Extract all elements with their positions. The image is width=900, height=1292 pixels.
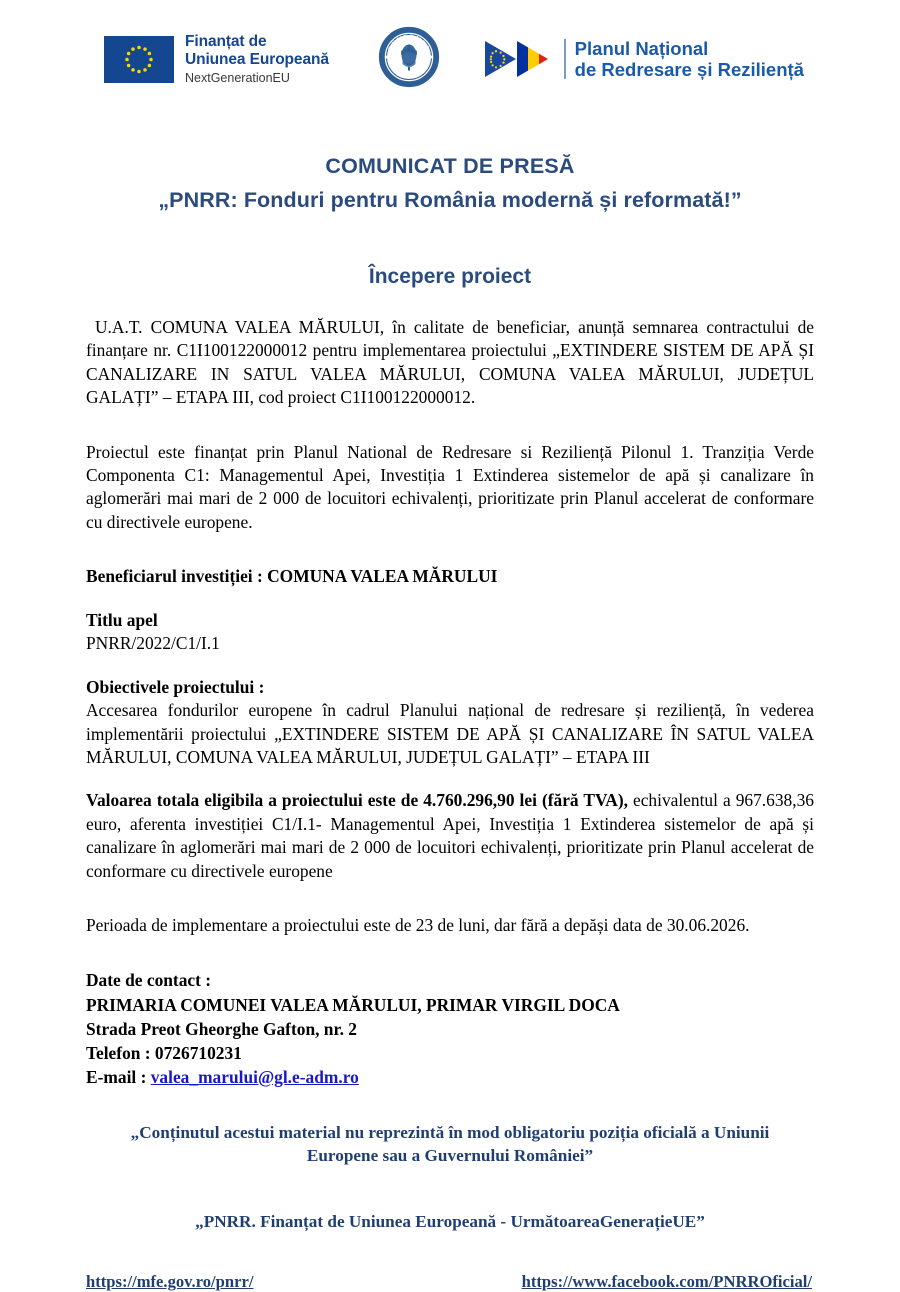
eu-logo-text xyxy=(185,33,329,85)
contact-email-label: E-mail : xyxy=(86,1067,151,1088)
pnrr-logo-text xyxy=(575,38,804,81)
svg-text:ROMÂNIEI: ROMÂNIEI xyxy=(389,61,429,78)
eu-logo-line1: Finanțat de xyxy=(185,33,267,51)
spacer xyxy=(86,769,814,789)
eu-funding-logo xyxy=(104,33,329,85)
eu-logo-line2: Uniunea Europeană xyxy=(185,50,329,68)
title-line-1: COMUNICAT DE PRESĂ xyxy=(325,154,575,178)
spacer xyxy=(86,550,814,565)
project-value-bold: Valoarea totala eligibila a proiectului este de 4.760.296,90 lei (fără TVA), xyxy=(86,790,628,811)
mfe-link[interactable]: https://mfe.gov.ro/pnrr/ xyxy=(86,1272,254,1292)
spacer xyxy=(86,953,814,968)
title-line-2: „PNRR: Fonduri pentru România modernă și reformată!” xyxy=(158,188,742,212)
contact-phone: Telefon : 0726710231 xyxy=(86,1043,242,1063)
logo-bar xyxy=(104,0,804,85)
implementation-period-paragraph: Perioada de implementare a proiectului este de 23 de luni, dar fără a depăși data de 30.06.2026. xyxy=(86,915,750,936)
funding-paragraph: Proiectul este finanțat prin Planul National de Redresare si Reziliență Pilonul 1. Tranziția Verde Componenta C1: Managementul Apei, Investiția 1 Extinderea sistemelor de apă și canalizare în aglomerări mai mari de 2 000 de locuitori echivalenți, prioritizate prin Planul accelerat de conformare cu directivele europene. xyxy=(86,441,814,532)
eu-flag-icon xyxy=(104,36,174,83)
spacer xyxy=(86,426,814,441)
pnrr-statement: „PNRR. Finanțat de Uniunea Europeană - UrmătoareaGenerațieUE” xyxy=(195,1212,705,1232)
call-title-label: Titlu apel xyxy=(86,609,158,630)
svg-text:GUVERNUL: GUVERNUL xyxy=(386,33,431,53)
pnrr-chevrons-icon xyxy=(483,37,555,81)
contact-label: Date de contact : xyxy=(86,970,212,991)
pnrr-logo-divider xyxy=(564,39,566,79)
beneficiary-label: Beneficiarul investiției : xyxy=(86,566,268,587)
facebook-link[interactable]: https://www.facebook.com/PNRROficial/ xyxy=(521,1272,812,1292)
contact-institution: PRIMARIA COMUNEI VALEA MĂRULUI, PRIMAR VIRGIL DOCA xyxy=(86,994,620,1015)
contact-email-line xyxy=(86,1065,814,1089)
beneficiary-line xyxy=(86,565,814,588)
pnrr-logo-line1: Planul Național xyxy=(574,37,709,59)
objectives-text: Accesarea fondurilor europene în cadrul Planului național de redresare și reziliență, în vederea implementării proiectului „EXTINDERE SISTEM DE APĂ ȘI CANALIZARE ÎN SATUL VALEA MĂRULUI, COMUNA VALEA MĂRULUI, JUDEȚUL GALAȚI” – ETAPA III xyxy=(86,700,814,767)
spacer xyxy=(86,589,814,609)
page-title xyxy=(86,154,814,213)
call-title-value: PNRR/2022/C1/I.1 xyxy=(86,633,220,654)
disclaimer-text: „Conținutul acestui material nu reprezintă în mod obligatoriu poziția oficială a Uniunii Europene sau a Guvernului României” xyxy=(130,1123,770,1166)
subtitle: Începere proiect xyxy=(368,265,532,288)
pnrr-logo xyxy=(483,37,804,81)
links-spacer xyxy=(359,1272,417,1292)
contact-block xyxy=(86,968,814,1089)
project-value-paragraph xyxy=(86,789,814,883)
contact-address: Strada Preot Gheorghe Gafton, nr. 2 xyxy=(86,1018,357,1039)
intro-paragraph: U.A.T. COMUNA VALEA MĂRULUI, în calitate de beneficiar, anunță semnarea contractului de finanțare nr. C1I100122000012 pentru implementarea proiectului „EXTINDERE SISTEM DE APĂ ȘI CANALIZARE IN SATUL VALEA MĂRULUI, COMUNA VALEA MĂRULUI, JUDEȚUL GALAȚI” – ETAPA III, cod proiect C1I100122000012. xyxy=(86,317,814,408)
contact-email-link[interactable]: valea_marului@gl.e-adm.ro xyxy=(150,1067,359,1088)
spacer xyxy=(86,899,814,914)
project-value-rest: echivalentul a 967.638,36 euro, aferenta investiției C1/I.1- Managementul Apei, Investiția 1 Extinderea sistemelor de apă și canalizare în aglomerări mai mari de 2 000 de locuitori echivalenți, prioritizate prin Planul accelerat de conformare cu directivele europene xyxy=(86,790,814,881)
romanian-government-seal-icon xyxy=(378,26,440,93)
footer-links xyxy=(86,1272,814,1292)
beneficiary-value: COMUNA VALEA MĂRULUI xyxy=(267,566,498,587)
spacer xyxy=(86,656,814,676)
eu-logo-line3: NextGenerationEU xyxy=(185,70,290,85)
document-body xyxy=(86,316,814,1089)
pnrr-logo-line2: de Redresare și Reziliență xyxy=(574,59,804,80)
objectives-label: Obiectivele proiectului : xyxy=(86,676,265,697)
